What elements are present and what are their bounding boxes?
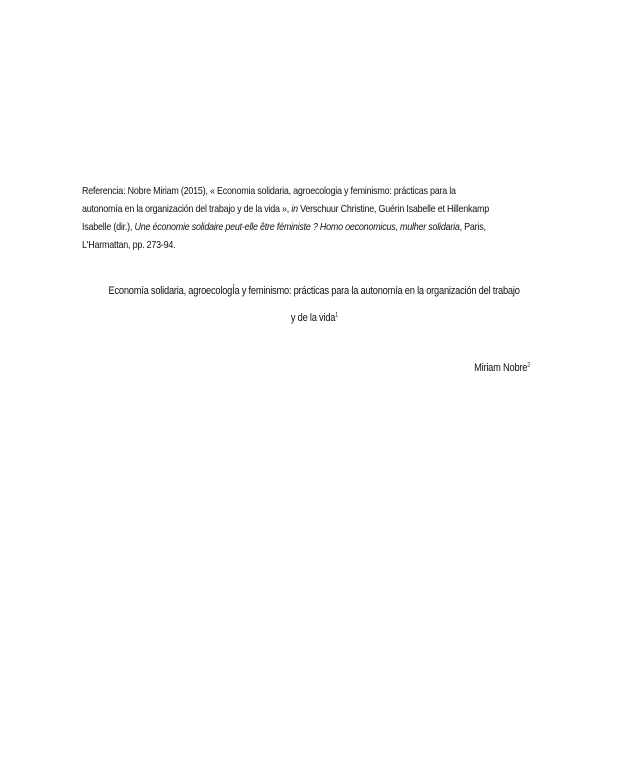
reference-place: , Paris,	[459, 222, 486, 233]
reference-in: in	[291, 204, 298, 215]
author-wrap	[474, 362, 530, 374]
reference-line-2-text: autonomía en la organización del trabajo y de la vida »,	[82, 204, 290, 215]
reference-line-1: Referencia: Nobre Miriam (2015), « Economia solidaria, agroecologia y feminismo: prácticas para la	[82, 186, 456, 197]
reference-editors: Verschuur Christine, Guérin Isabelle et Hillenkamp	[300, 204, 490, 215]
title-footnote-marker[interactable]: 1	[334, 312, 338, 319]
title-text-2-wrap	[290, 312, 337, 324]
reference-line-4: L'Harmattan, pp. 273-94.	[82, 240, 176, 251]
reference-editor-isabelle: Isabelle (dir.),	[82, 222, 133, 233]
document-title-line-2	[0, 312, 628, 324]
reference-line-3	[82, 219, 551, 237]
document-title-line-1	[0, 285, 628, 297]
title-text-2: y de la vida	[290, 312, 335, 324]
author-footnote-marker[interactable]: 2	[527, 362, 530, 369]
author-name: Miriam Nobre	[474, 362, 528, 374]
reference-citation	[82, 183, 551, 255]
title-text-1: Economía solidaria, agroecologÍa y feminismo: prácticas para la autonomía en la organización del trabajo	[108, 285, 520, 297]
reference-book-title: Une économie solidaire peut-elle être féministe ? Homo oeconomicus, mulher solidaria	[134, 222, 460, 233]
author-line	[465, 362, 530, 374]
reference-line-2	[82, 201, 551, 219]
